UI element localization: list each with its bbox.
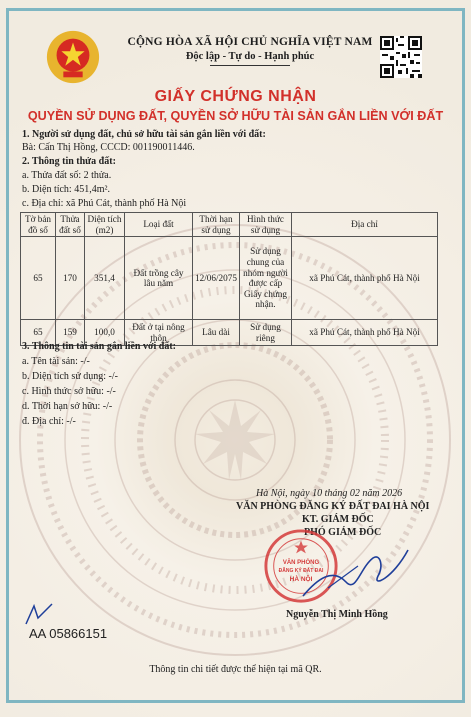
qr-footer-note: Thông tin chi tiết được thể hiện tại mã QR. — [149, 664, 322, 675]
parcel-count: a. Thửa đất số: 2 thửa. — [22, 170, 112, 181]
section3-heading: 3. Thông tin tài sản gắn liền với đất: — [22, 341, 176, 352]
header-land-type: Loại đất — [125, 213, 193, 237]
asset-area: b. Diện tích sử dụng: -/- — [22, 371, 118, 382]
serial-number: AA 05866151 — [29, 626, 108, 641]
section1-heading: 1. Người sử dụng đất, chủ sở hữu tài sản gắn liền với đất: — [22, 129, 266, 140]
header-address: Địa chỉ — [292, 213, 438, 237]
cell-term: Lâu dài — [193, 320, 240, 346]
asset-address: đ. Địa chỉ: -/- — [22, 416, 76, 427]
on-behalf-of: KT. GIÁM ĐỐC — [302, 514, 374, 525]
asset-ownership-term: d. Thời hạn sở hữu: -/- — [22, 401, 113, 412]
country-name: CỘNG HÒA XÃ HỘI CHỦ NGHĨA VIỆT NAM — [127, 36, 373, 48]
deputy-director-title: PHÓ GIÁM ĐỐC — [304, 527, 382, 538]
stamp-text-line1: VĂN PHÒNG — [282, 560, 320, 566]
national-emblem-icon — [44, 28, 102, 86]
table-row — [21, 237, 438, 320]
cell-parcel-number: 159 — [56, 320, 85, 346]
cell-land-type: Đất ở tại nông thôn — [125, 320, 193, 346]
motto-underline — [210, 65, 290, 66]
cell-term: 12/06/2075 — [193, 237, 240, 320]
issuing-office: VĂN PHÒNG ĐĂNG KÝ ĐẤT ĐAI HÀ NỘI — [236, 501, 430, 512]
director-signature-icon — [298, 538, 418, 608]
cell-land-type: Đất trồng cây lâu năm — [125, 237, 193, 320]
header-term: Thời hạn sử dụng — [193, 213, 240, 237]
header-usage-form: Hình thức sử dụng — [240, 213, 292, 237]
header-area: Diện tích (m2) — [85, 213, 125, 237]
section2-heading: 2. Thông tin thửa đất: — [22, 156, 116, 167]
cell-parcel-number: 170 — [56, 237, 85, 320]
certificate-title: GIẤY CHỨNG NHẬN — [154, 88, 317, 105]
header-map-sheet: Tờ bản đồ số — [21, 213, 56, 237]
certificate-subtitle: QUYỀN SỬ DỤNG ĐẤT, QUYỀN SỞ HỮU TÀI SẢN GẮN LIỀN VỚI ĐẤT — [27, 109, 444, 123]
cell-area: 351,4 — [85, 237, 125, 320]
owner-info: Bà: Cấn Thị Hồng, CCCD: 001190011446. — [22, 142, 195, 153]
header-parcel-number: Thửa đất số — [56, 213, 85, 237]
national-motto: Độc lập - Tự do - Hạnh phúc — [185, 51, 315, 62]
initial-signature-icon — [24, 602, 54, 626]
cell-map-sheet: 65 — [21, 237, 56, 320]
table-header-row — [21, 213, 438, 237]
cell-address: xã Phú Cát, thành phố Hà Nội — [292, 320, 438, 346]
cell-address: xã Phú Cát, thành phố Hà Nội — [292, 237, 438, 320]
cell-map-sheet: 65 — [21, 320, 56, 346]
asset-ownership-form: c. Hình thức sở hữu: -/- — [22, 386, 116, 397]
cell-usage-form: Sử dụng chung của nhóm người được cấp Giấy chứng nhận. — [240, 237, 292, 320]
qr-code-icon[interactable] — [380, 36, 422, 78]
asset-name: a. Tên tài sản: -/- — [22, 356, 90, 367]
cell-area: 100,0 — [85, 320, 125, 346]
issue-date: Hà Nội, ngày 10 tháng 02 năm 2026 — [256, 488, 403, 499]
land-parcel-table — [20, 212, 438, 346]
stamp-text-line2: ĐĂNG KÝ ĐẤT ĐAI — [278, 568, 324, 574]
signer-name: Nguyễn Thị Minh Hồng — [286, 609, 388, 620]
parcel-address: c. Địa chỉ: xã Phú Cát, thành phố Hà Nội — [22, 198, 187, 209]
stamp-text-line3: HÀ NỘI — [289, 576, 313, 583]
parcel-area: b. Diện tích: 451,4m². — [22, 184, 110, 195]
cell-usage-form: Sử dụng riêng — [240, 320, 292, 346]
